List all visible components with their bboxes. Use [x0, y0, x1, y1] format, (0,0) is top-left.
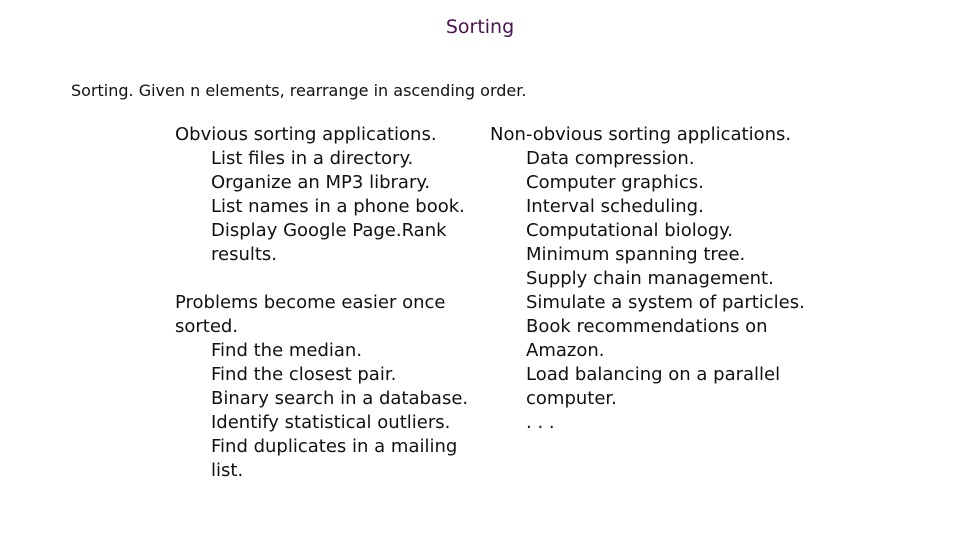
spacer [175, 267, 475, 291]
list-item: Book recommendations on Amazon. [526, 316, 768, 361]
list-item: List names in a phone book. [211, 196, 465, 217]
intro-text: Sorting. Given n elements, rearrange in ascending order. [71, 81, 527, 100]
list-item: Supply chain management. [526, 268, 774, 289]
slide-title: Sorting [445, 16, 515, 38]
list-item: List files in a directory. [211, 148, 414, 169]
left-list-2 [175, 339, 475, 483]
list-item: Load balancing on a parallel computer. [526, 364, 781, 409]
list-item: Find the median. [211, 340, 363, 361]
right-list [490, 147, 810, 435]
list-item: Display Google Page.Rank results. [211, 220, 447, 265]
list-item: Find duplicates in a mailing list. [211, 436, 458, 481]
left-column [175, 123, 475, 483]
left-heading: Obvious sorting applications. [175, 124, 437, 145]
list-item: Computer graphics. [526, 172, 704, 193]
list-item: Identify statistical outliers. [211, 412, 451, 433]
right-heading: Non-obvious sorting applications. [490, 124, 792, 145]
list-item: Interval scheduling. [526, 196, 704, 217]
left-list [175, 147, 475, 267]
list-item: Minimum spanning tree. [526, 244, 746, 265]
list-item: . . . [526, 412, 555, 433]
left-heading-2: Problems become easier once sorted. [175, 292, 446, 337]
list-item: Data compression. [526, 148, 695, 169]
list-item: Computational biology. [526, 220, 733, 241]
list-item: Organize an MP3 library. [211, 172, 431, 193]
list-item: Find the closest pair. [211, 364, 397, 385]
list-item: Binary search in a database. [211, 388, 469, 409]
right-column [490, 123, 810, 435]
list-item: Simulate a system of particles. [526, 292, 805, 313]
